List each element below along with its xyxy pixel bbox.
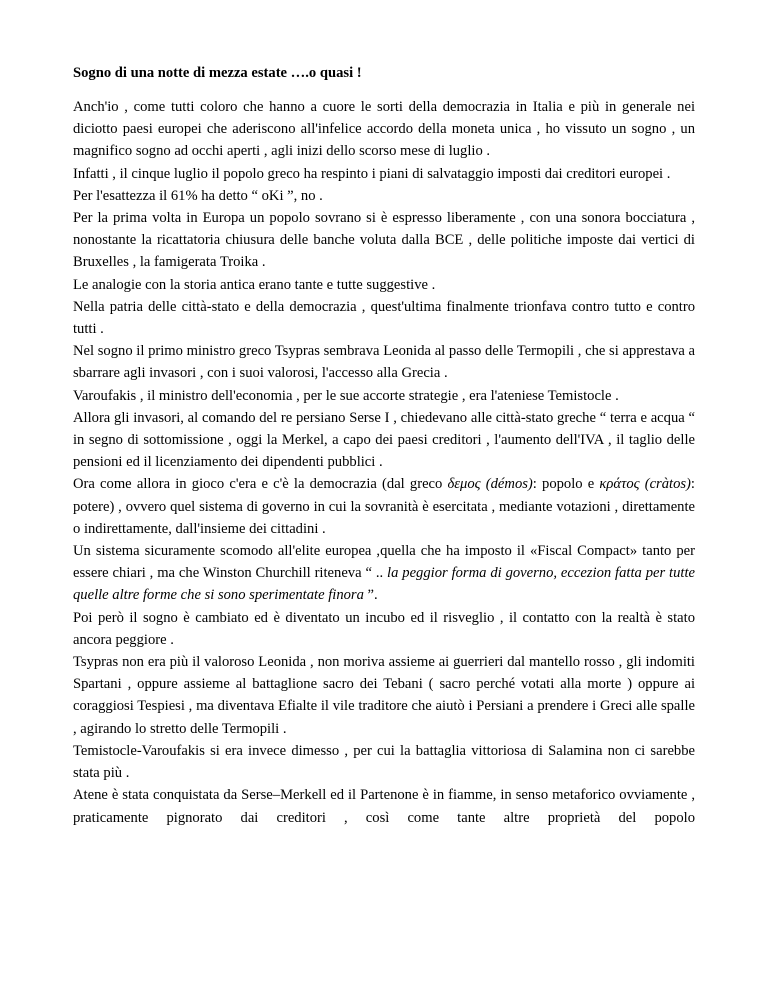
paragraph-8: Varoufakis , il ministro dell'economia , per le sue accorte strategie , era l'ateniese Temistocle .: [73, 387, 619, 404]
paragraph-2: Infatti , il cinque luglio il popolo greco ha respinto i piani di salvataggio imposti dai creditori europei .: [73, 165, 671, 182]
greek-kratos: κράτος (cràtos): [599, 476, 691, 493]
document-page: [73, 62, 695, 829]
paragraph-1: Anch'io , come tutti coloro che hanno a cuore le sorti della democrazia in Italia e più in generale nei diciotto paesi europei che aderiscono all'infelice accordo della moneta unica , ho vissuto un sogno , un magnifico sogno ad occhi aperti , agli inizi dello scorso mese di luglio .: [73, 99, 695, 160]
greek-demos: δεμος (démos): [447, 476, 533, 493]
paragraph-tsypras: Tsypras non era più il valoroso Leonida , non moriva assieme ai guerrieri dal mantello rosso , gli indomiti Spartani , oppure assieme al battaglione sacro dei Tebani ( sacro perché votati alla morte ) oppure ai coraggiosi Tespiesi , ma diventava Efialte il vile traditore che aiutò i Persiani a prendere i Greci alle spalle , agirando lo stretto delle Termopili .: [73, 654, 695, 737]
paragraph-temistocle: Temistocle-Varoufakis si era invece dimesso , per cui la battaglia vittoriosa di Salamina non ci sarebbe stata più .: [73, 742, 695, 782]
churchill-text-after: ”.: [363, 587, 378, 604]
churchill-text-before: Un sistema sicuramente scomodo all'elite europea ,quella che ha imposto il «Fiscal Compact» tanto per essere chiari , ma che Winston Churchill riteneva “ ..: [73, 543, 695, 582]
paragraph-3: Per l'esattezza il 61% ha detto “ oKi ”, no .: [73, 187, 323, 204]
paragraph-6: Nella patria delle città-stato e della democrazia , quest'ultima finalmente trionfava contro tutto e contro tutti .: [73, 298, 695, 338]
democracy-text-before: Ora come allora in gioco c'era e c'è la democrazia (dal greco: [73, 476, 448, 493]
document-title: Sogno di una notte di mezza estate ….o quasi !: [73, 65, 362, 81]
paragraph-churchill: [73, 540, 695, 607]
democracy-text-middle: : popolo e: [532, 476, 600, 493]
paragraph-democracy: [73, 473, 695, 540]
paragraph-9: Allora gli invasori, al comando del re persiano Serse I , chiedevano alle città-stato greche “ terra e acqua “ in segno di sottomissione , oggi la Merkel, a capo dei paesi creditori , l'aumento dell'IVA , il taglio delle pensioni ed il licenziamento dei dipendenti pubblici .: [73, 409, 695, 471]
paragraph-4: Per la prima volta in Europa un popolo sovrano si è espresso liberamente , con una sonora bocciatura , nonostante la ricattatoria chiusura delle banche voluta dalla BCE , delle politiche imposte dai vertici di Bruxelles , la famigerata Troika .: [73, 210, 695, 271]
democracy-text-after: : potere) , ovvero quel sistema di governo in cui la sovranità è esercitata , mediante votazioni , direttamente o indirettamente, dall'insieme dei cittadini .: [73, 476, 695, 537]
paragraph-7: Nel sogno il primo ministro greco Tsypras sembrava Leonida al passo delle Termopili , che si apprestava a sbarrare agli invasori , con i suoi valorosi, l'accesso alla Grecia .: [73, 343, 695, 382]
paragraph-nightmare: Poi però il sogno è cambiato ed è diventato un incubo ed il risveglio , il contatto con la realtà è stato ancora peggiore .: [73, 609, 695, 648]
paragraph-atene: Atene è stata conquistata da Serse–Merkell ed il Partenone è in fiamme, in senso metaforico ovviamente , praticamente pignorato dai creditori , così come tante altre proprietà del popolo: [73, 787, 695, 826]
paragraph-5: Le analogie con la storia antica erano tante e tutte suggestive .: [73, 276, 436, 293]
churchill-quote: la peggior forma di governo, eccezion fatta per tutte quelle altre forme che si sono sperimentate finora: [73, 565, 695, 604]
